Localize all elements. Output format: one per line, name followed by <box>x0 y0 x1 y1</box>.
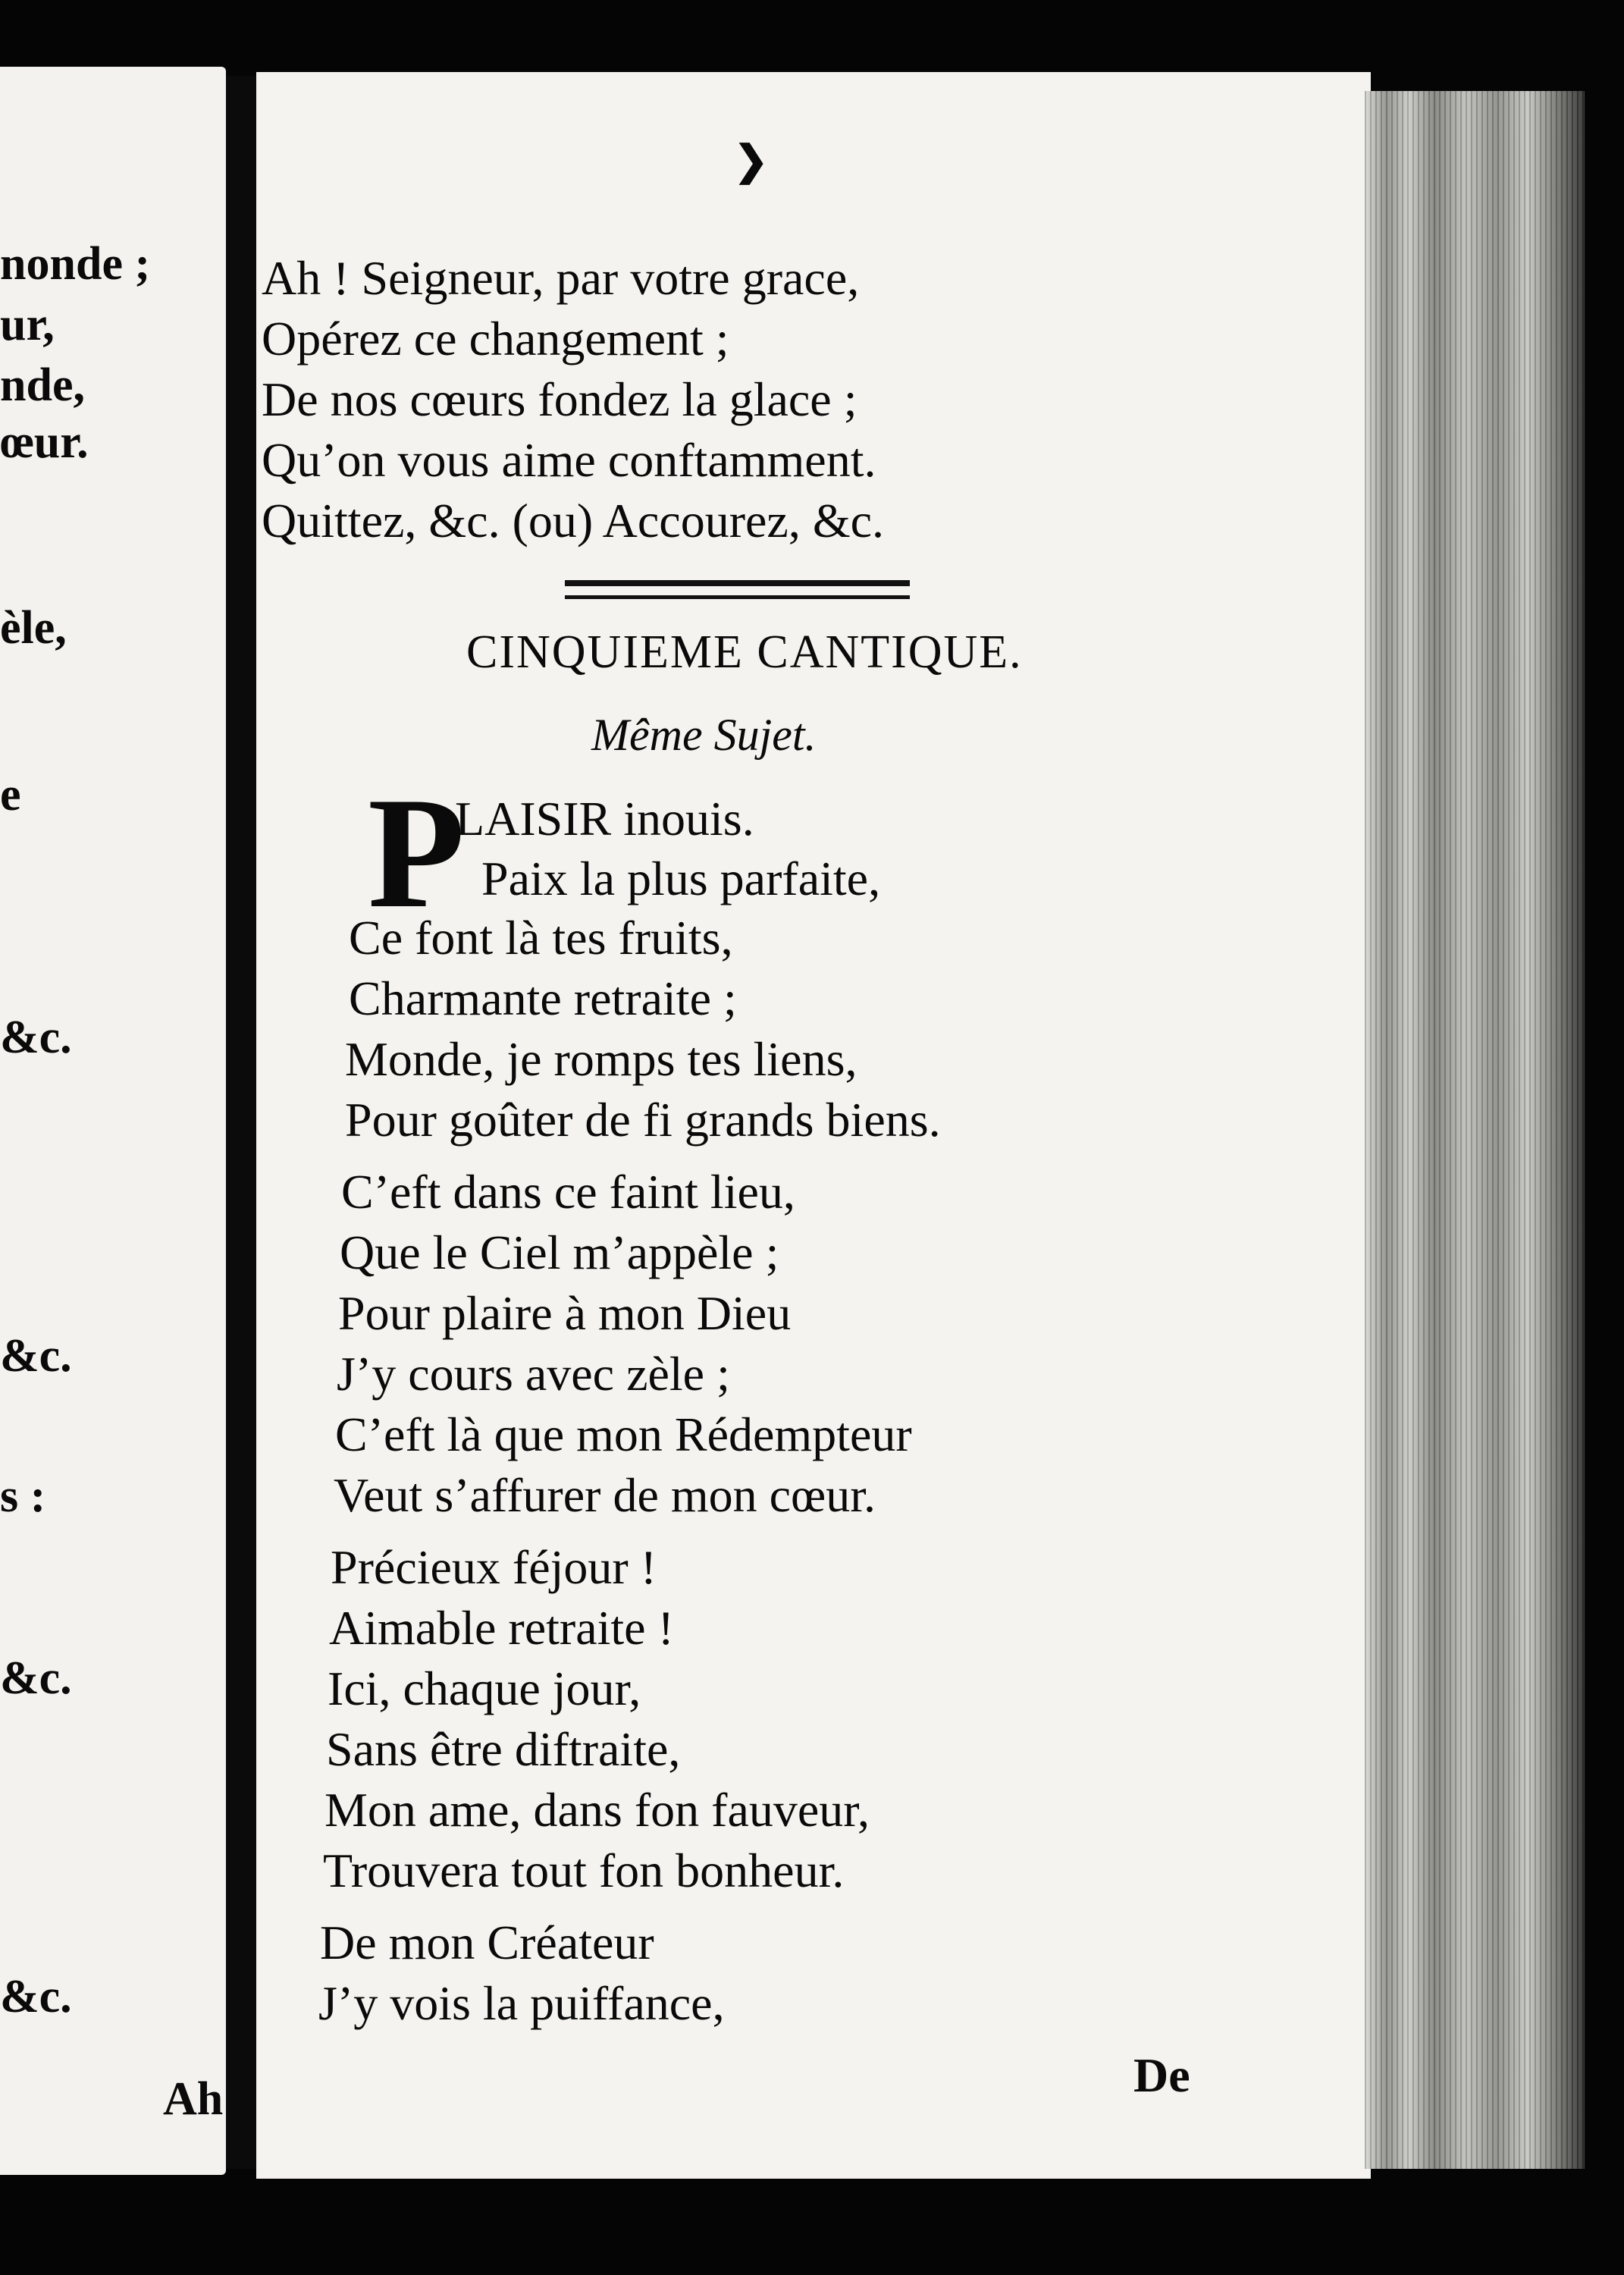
verse-line: Ce font là tes fruits, <box>349 911 733 965</box>
verse-line: J’y vois la puiffance, <box>318 1976 725 2030</box>
left-fragment: œur. <box>0 416 89 468</box>
verse-line: Ici, chaque jour, <box>328 1662 641 1715</box>
left-fragment: &c. <box>0 1971 72 2022</box>
verse-line: C’eft dans ce faint lieu, <box>341 1165 795 1219</box>
ink-mark: ❯ <box>734 138 769 184</box>
verse-line: LAISIR inouis. <box>455 792 754 846</box>
verse-line: Paix la plus parfaite, <box>481 852 881 905</box>
verse-line: De nos cœurs fondez la glace ; <box>262 372 857 426</box>
verse-line: C’eft là que mon Rédempteur <box>335 1407 912 1461</box>
verse-line: Que le Ciel m’appèle ; <box>340 1225 779 1279</box>
catchword: De <box>1133 2048 1190 2102</box>
verse-line: Charmante retraite ; <box>349 971 737 1025</box>
verse-line: Qu’on vous aime conftamment. <box>262 433 876 487</box>
drop-cap: P <box>368 765 466 941</box>
left-fragment: &c. <box>0 1330 72 1382</box>
verse-line: Précieux féjour ! <box>331 1540 657 1594</box>
book-gutter <box>226 76 258 2169</box>
verse-line: J’y cours avec zèle ; <box>337 1347 730 1401</box>
verse-line: Veut s’affurer de mon cœur. <box>334 1468 876 1522</box>
left-fragment: &c. <box>0 1012 72 1063</box>
left-fragment: èle, <box>0 602 67 654</box>
verse-line: Quittez, &c. (ou) Accourez, &c. <box>262 494 884 548</box>
left-fragment: s : <box>0 1470 46 1522</box>
verse-line: Opérez ce changement ; <box>262 312 729 366</box>
verse-line: De mon Créateur <box>320 1916 654 1969</box>
verse-line: Ah ! Seigneur, par votre grace, <box>262 251 860 305</box>
verse-line: Mon ame, dans fon fauveur, <box>324 1783 870 1837</box>
cantique-subtitle: Même Sujet. <box>591 710 817 760</box>
left-fragment: nde, <box>0 359 85 411</box>
verse-line: Trouvera tout fon bonheur. <box>323 1844 845 1897</box>
verse-line: Pour plaire à mon Dieu <box>338 1286 792 1340</box>
left-fragment: e <box>0 769 21 821</box>
verse-line: Monde, je romps tes liens, <box>345 1032 857 1086</box>
left-fragment: nonde ; <box>0 238 151 290</box>
divider-rule <box>565 580 910 586</box>
verse-line: Pour goûter de fi grands biens. <box>345 1093 941 1147</box>
verse-line: Sans être diftraite, <box>326 1722 681 1776</box>
left-catchword: Ah <box>163 2073 224 2125</box>
left-fragment: ur, <box>0 299 55 350</box>
verse-line: Aimable retraite ! <box>329 1601 674 1655</box>
cantique-title: CINQUIEME CANTIQUE. <box>466 626 1023 678</box>
left-fragment: &c. <box>0 1652 72 1704</box>
left-page <box>0 67 226 2175</box>
divider-rule <box>565 595 910 599</box>
page-edge <box>1365 91 1585 2169</box>
